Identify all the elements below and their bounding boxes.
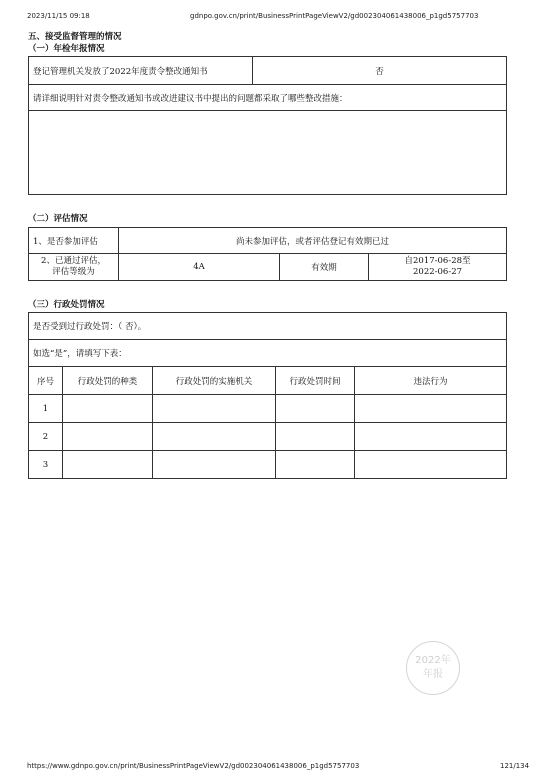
column-header: 行政处罚时间 [276, 367, 355, 395]
page-number: 121/134 [500, 762, 530, 770]
row-number: 3 [29, 451, 63, 479]
print-url: gdnpo.gov.cn/print/BusinessPrintPageViewV2/gd002304061438006_p1gd5757703 [190, 12, 479, 20]
penalty-type-cell [63, 423, 153, 451]
participated-evaluation-value: 尚未参加评估，或者评估登记有效期已过 [119, 228, 507, 254]
rectification-measures-content [29, 111, 507, 195]
row-number: 1 [29, 395, 63, 423]
table-row [29, 395, 507, 423]
print-datetime: 2023/11/15 09:18 [27, 12, 90, 20]
participated-evaluation-label: 1、是否参加评估 [29, 228, 119, 254]
validity-value: 自2017-06-28至 2022-06-27 [369, 254, 507, 281]
column-header: 违法行为 [355, 367, 507, 395]
penalty-type-cell [63, 451, 153, 479]
penalty-header-row [29, 367, 507, 395]
rectification-notice-label: 登记管理机关发放了2022年度责令整改通知书 [29, 57, 253, 85]
violation-cell [355, 451, 507, 479]
section-title: 五、接受监督管理的情况 [28, 32, 122, 42]
column-header: 行政处罚的实施机关 [153, 367, 276, 395]
penalty-table [28, 312, 507, 479]
validity-label: 有效期 [280, 254, 369, 281]
penalty-title: （三）行政处罚情况 [28, 300, 105, 310]
rectification-notice-value: 否 [253, 57, 507, 85]
penalty-instruction-text: 如选“是”，请填写下表： [29, 340, 507, 367]
penalty-type-cell [63, 395, 153, 423]
evaluation-level-label: 2、已通过评估， 评估等级为 [29, 254, 119, 281]
penalty-time-cell [276, 451, 355, 479]
evaluation-level-value: 4A [119, 254, 280, 281]
penalty-agency-cell [153, 451, 276, 479]
penalty-agency-cell [153, 423, 276, 451]
penalty-time-cell [276, 423, 355, 451]
evaluation-table [28, 227, 507, 281]
penalty-received-text: 是否受到过行政处罚：（ 否）。 [29, 313, 507, 340]
table-row [29, 423, 507, 451]
penalty-time-cell [276, 395, 355, 423]
row-number: 2 [29, 423, 63, 451]
annual-report-watermark: 2022年 年报 [406, 641, 460, 695]
footer-url: https://www.gdnpo.gov.cn/print/BusinessPrintPageViewV2/gd002304061438006_p1gd5757703 [27, 762, 360, 770]
penalty-agency-cell [153, 395, 276, 423]
violation-cell [355, 423, 507, 451]
evaluation-title: （二）评估情况 [28, 214, 88, 224]
table-row [29, 451, 507, 479]
violation-cell [355, 395, 507, 423]
annual-inspection-title: （一）年检年报情况 [28, 44, 105, 54]
column-header: 行政处罚的种类 [63, 367, 153, 395]
column-header: 序号 [29, 367, 63, 395]
annual-inspection-table [28, 56, 507, 195]
rectification-measures-label: 请详细说明针对责令整改通知书或改进建议书中提出的问题都采取了哪些整改措施： [29, 85, 507, 111]
